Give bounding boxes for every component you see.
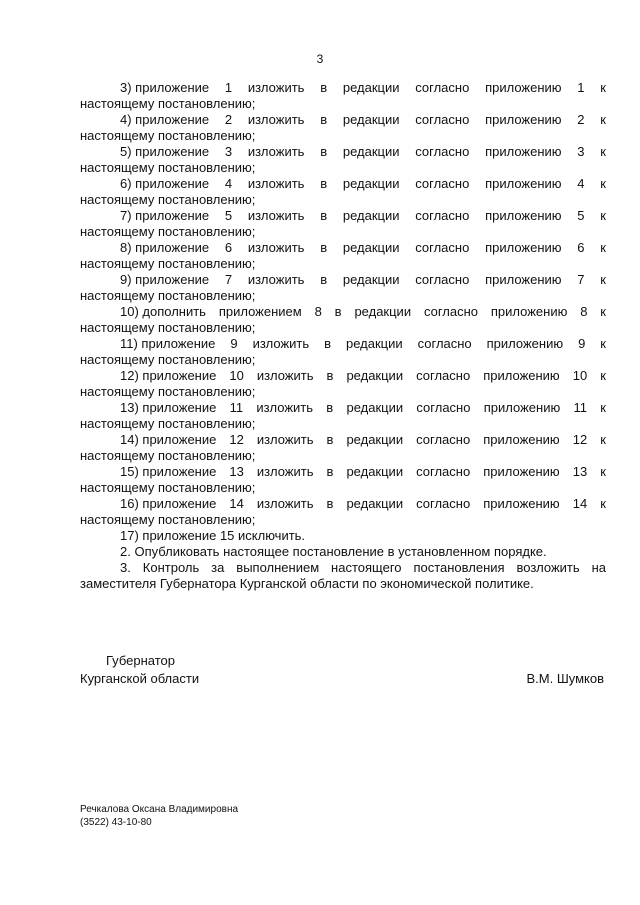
amendment-item	[80, 208, 606, 240]
amendment-word: к	[600, 144, 606, 159]
amendment-word: приложению	[483, 464, 560, 479]
amendment-word: изложить	[247, 112, 305, 127]
amendment-word: в	[320, 112, 328, 127]
amendment-word: 6	[224, 240, 233, 255]
amendment-word: изложить	[256, 432, 314, 447]
amendment-word: приложению	[485, 144, 562, 159]
amendment-word: 2	[577, 112, 585, 127]
amendment-word: 14	[572, 496, 588, 511]
amendment-item	[80, 336, 606, 368]
amendment-word: к	[600, 304, 606, 319]
amendment-item-first-line	[80, 496, 606, 512]
amendment-word: согласно	[415, 272, 470, 287]
amendment-word: в	[326, 496, 334, 511]
amendment-word: изложить	[247, 176, 305, 191]
amendment-item-first-line	[80, 112, 606, 128]
amendment-item-first-line	[80, 432, 606, 448]
amendment-word: 3) приложение	[120, 80, 210, 95]
signatory-title-line2: Курганской области	[80, 671, 200, 686]
amendment-word: редакции	[342, 272, 400, 287]
amendment-word: согласно	[416, 432, 471, 447]
amendment-word: 3	[224, 144, 233, 159]
amendment-item-continuation: настоящему постановлению;	[80, 384, 256, 399]
amendment-word: согласно	[415, 144, 470, 159]
signatory-name: В.М. Шумков	[526, 671, 604, 686]
amendment-word: редакции	[346, 368, 404, 383]
amendment-word: 5	[224, 208, 233, 223]
amendment-word: 9) приложение	[120, 272, 210, 287]
amendment-item-continuation: настоящему постановлению;	[80, 448, 256, 463]
amendment-word: редакции	[342, 208, 400, 223]
amendment-word: в	[326, 368, 334, 383]
amendment-word: согласно	[415, 80, 470, 95]
amendment-word: изложить	[256, 464, 314, 479]
amendment-word: согласно	[415, 240, 470, 255]
amendment-word: в	[324, 336, 332, 351]
amendment-word: согласно	[417, 336, 472, 351]
amendment-item	[80, 80, 606, 112]
amendment-word: 9	[230, 336, 238, 351]
amendment-word: приложению	[483, 432, 560, 447]
amendment-item-first-line	[80, 400, 606, 416]
amendment-word: 11	[573, 400, 587, 415]
amendment-word: к	[600, 368, 606, 383]
amendment-word: приложению	[483, 496, 560, 511]
executor-name: Речкалова Оксана Владимировна	[80, 804, 239, 815]
amendment-word: 7	[577, 272, 585, 287]
amendment-item	[80, 176, 606, 208]
amendment-item-continuation: настоящему постановлению;	[80, 256, 256, 271]
amendment-word: в	[334, 304, 342, 319]
amendment-word: редакции	[342, 80, 400, 95]
amendment-word: согласно	[416, 368, 471, 383]
amendment-word: приложению	[485, 240, 562, 255]
amendment-word: 3	[577, 144, 585, 159]
amendment-word: 15) приложение	[120, 464, 217, 479]
amendment-item	[80, 400, 606, 432]
amendment-word: 16) приложение	[120, 496, 217, 511]
amendment-item	[80, 368, 606, 400]
amendment-word: 8	[314, 304, 322, 319]
amendment-item	[80, 432, 606, 464]
amendment-word: к	[600, 272, 606, 287]
amendment-item-continuation: настоящему постановлению;	[80, 480, 256, 495]
amendment-word: редакции	[346, 400, 404, 415]
amendment-word: приложением	[218, 304, 302, 319]
amendment-word: в	[320, 240, 328, 255]
amendment-item-continuation: настоящему постановлению;	[80, 160, 256, 175]
amendment-word: 2	[224, 112, 233, 127]
amendment-word: редакции	[346, 496, 404, 511]
amendment-word: редакции	[354, 304, 412, 319]
paragraph-control: 3. Контроль за выполнением настоящего постановления возложить на заместителя Губернатора Курганской области по экономической политике.	[80, 560, 606, 591]
amendment-item-first-line	[80, 240, 606, 256]
amendment-word: приложению	[483, 400, 561, 415]
amendment-word: к	[600, 80, 606, 95]
amendment-word: 8	[580, 304, 588, 319]
amendment-item-continuation: настоящему постановлению;	[80, 416, 256, 431]
amendment-word: 5) приложение	[120, 144, 210, 159]
amendment-word: изложить	[256, 496, 314, 511]
amendment-word: 4	[577, 176, 585, 191]
amendment-item-continuation: настоящему постановлению;	[80, 288, 256, 303]
amendment-item-continuation: настоящему постановлению;	[80, 224, 256, 239]
amendment-word: приложению	[483, 368, 560, 383]
amendment-word: изложить	[247, 80, 305, 95]
amendment-word: 10	[229, 368, 244, 383]
amendment-word: в	[320, 272, 328, 287]
amendment-word: в	[320, 176, 328, 191]
amendment-word: редакции	[342, 240, 400, 255]
amendment-word: согласно	[416, 400, 471, 415]
amendment-word: приложению	[485, 272, 562, 287]
amendment-word: 1	[577, 80, 585, 95]
amendment-word: редакции	[346, 464, 404, 479]
amendment-item-first-line	[80, 144, 606, 160]
amendment-word: к	[600, 432, 606, 447]
amendment-word: 12) приложение	[120, 368, 217, 383]
amendment-word: редакции	[346, 432, 404, 447]
amendment-item-17: 17) приложение 15 исключить.	[120, 528, 306, 543]
amendment-word: изложить	[256, 368, 314, 383]
amendment-word: 1	[224, 80, 233, 95]
amendment-word: редакции	[342, 112, 400, 127]
executor-phone: (3522) 43-10-80	[80, 817, 152, 828]
amendment-word: изложить	[247, 272, 305, 287]
amendment-word: согласно	[416, 464, 471, 479]
amendment-item	[80, 496, 606, 528]
amendment-item-first-line	[80, 336, 606, 352]
amendment-word: 10	[572, 368, 588, 383]
amendment-word: 5	[577, 208, 585, 223]
executor-info	[80, 803, 238, 829]
amendment-item	[80, 464, 606, 496]
amendment-word: согласно	[416, 496, 471, 511]
amendment-word: приложению	[485, 80, 562, 95]
signature-block	[80, 652, 606, 688]
amendment-word: редакции	[342, 144, 400, 159]
amendment-word: в	[320, 144, 328, 159]
amendment-item-first-line	[80, 464, 606, 480]
amendment-word: 12	[572, 432, 588, 447]
amendment-item-continuation: настоящему постановлению;	[80, 128, 256, 143]
amendment-word: 14	[229, 496, 244, 511]
amendment-word: изложить	[247, 240, 305, 255]
amendment-item-continuation: настоящему постановлению;	[80, 96, 256, 111]
amendment-item	[80, 272, 606, 304]
amendment-word: 6	[577, 240, 585, 255]
amendment-item	[80, 304, 606, 336]
amendment-item-first-line	[80, 208, 606, 224]
amendment-word: 4	[224, 176, 233, 191]
amendment-word: 11	[229, 400, 244, 415]
amendment-word: 13) приложение	[120, 400, 217, 415]
amendment-word: приложению	[485, 112, 562, 127]
amendment-word: в	[320, 80, 328, 95]
amendment-word: к	[600, 208, 606, 223]
amendment-list	[80, 80, 606, 528]
amendment-word: приложению	[485, 176, 562, 191]
amendment-item-continuation: настоящему постановлению;	[80, 192, 256, 207]
amendment-word: редакции	[342, 176, 400, 191]
amendment-word: 9	[578, 336, 586, 351]
amendment-word: 6) приложение	[120, 176, 210, 191]
amendment-word: 13	[572, 464, 588, 479]
amendment-word: согласно	[415, 208, 470, 223]
amendment-word: в	[326, 432, 334, 447]
signatory-title-line1: Губернатор	[106, 653, 175, 668]
amendment-word: к	[600, 464, 606, 479]
amendment-word: 12	[229, 432, 244, 447]
amendment-word: 10) дополнить	[120, 304, 206, 319]
amendment-word: к	[600, 176, 606, 191]
amendment-word: согласно	[423, 304, 479, 319]
paragraph-publish: 2. Опубликовать настоящее постановление в установленном порядке.	[120, 544, 547, 559]
amendment-item-first-line	[80, 80, 606, 96]
amendment-word: к	[600, 496, 606, 511]
amendment-word: 7	[224, 272, 233, 287]
amendment-item	[80, 144, 606, 176]
amendment-item-first-line	[80, 176, 606, 192]
amendment-word: приложению	[485, 208, 562, 223]
amendment-word: 11) приложение	[120, 336, 216, 351]
amendment-word: в	[320, 208, 328, 223]
amendment-word: к	[600, 336, 606, 351]
amendment-item-first-line	[80, 304, 606, 320]
amendment-word: 14) приложение	[120, 432, 217, 447]
amendment-word: 7) приложение	[120, 208, 210, 223]
amendment-word: 4) приложение	[120, 112, 210, 127]
document-body	[80, 80, 606, 592]
amendment-word: к	[600, 240, 606, 255]
amendment-word: изложить	[256, 400, 313, 415]
amendment-item-first-line	[80, 272, 606, 288]
amendment-item-continuation: настоящему постановлению;	[80, 320, 256, 335]
amendment-word: приложению	[490, 304, 568, 319]
amendment-word: согласно	[415, 176, 470, 191]
amendment-item-continuation: настоящему постановлению;	[80, 352, 256, 367]
amendment-item	[80, 240, 606, 272]
amendment-word: в	[326, 464, 334, 479]
amendment-item	[80, 112, 606, 144]
amendment-word: 13	[229, 464, 244, 479]
amendment-word: 8) приложение	[120, 240, 210, 255]
amendment-word: к	[600, 400, 606, 415]
amendment-word: в	[326, 400, 334, 415]
amendment-word: изложить	[247, 208, 305, 223]
amendment-word: согласно	[415, 112, 470, 127]
amendment-word: приложению	[486, 336, 564, 351]
amendment-word: к	[600, 112, 606, 127]
page-number: 3	[316, 52, 324, 66]
amendment-item-continuation: настоящему постановлению;	[80, 512, 256, 527]
amendment-word: редакции	[345, 336, 403, 351]
amendment-word: изложить	[247, 144, 305, 159]
amendment-word: изложить	[252, 336, 310, 351]
amendment-item-first-line	[80, 368, 606, 384]
